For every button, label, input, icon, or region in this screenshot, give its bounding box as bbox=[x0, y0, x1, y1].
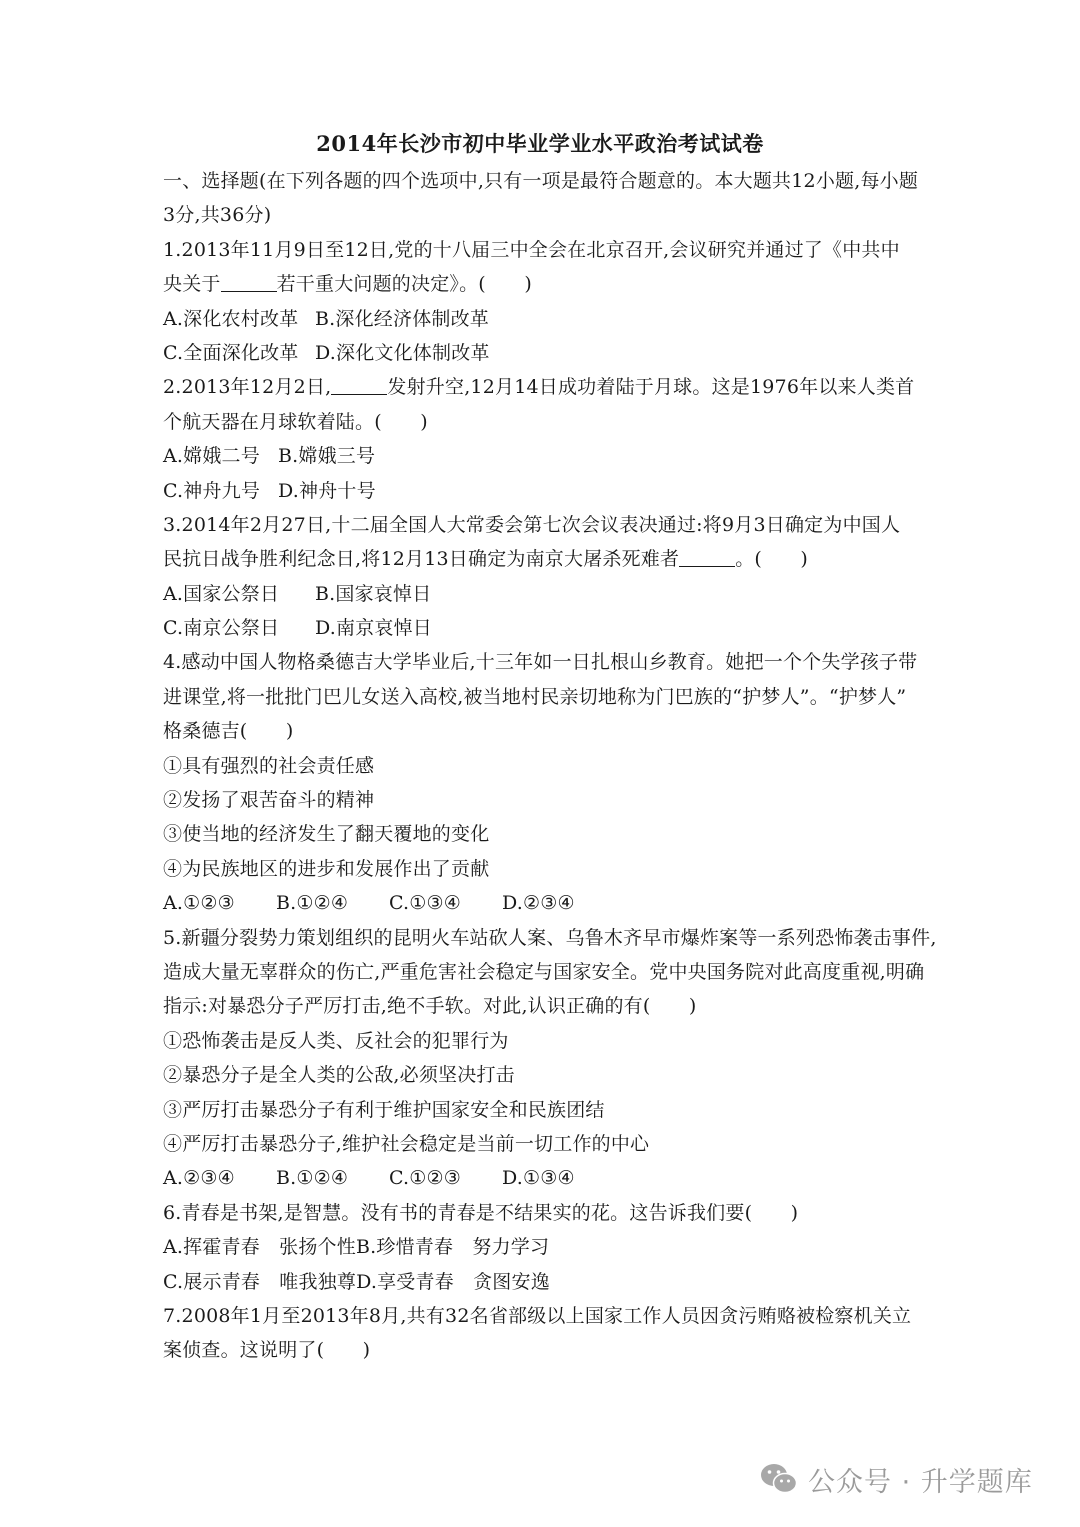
text-line: 6.青春是书架,是智慧。没有书的青春是不结果实的花。这告诉我们要( ) bbox=[163, 1201, 799, 1224]
text-line: 4.感动中国人物格桑德吉大学毕业后,十三年如一日扎根山乡教育。她把一个个失学孩子带 bbox=[163, 651, 918, 674]
line-text-after: 若干重大问题的决定》。( ) bbox=[276, 273, 532, 296]
option: D.深化文化体制改革 bbox=[315, 341, 490, 364]
option-row bbox=[163, 1265, 923, 1299]
line-text-after: 发射升空,12月14日成功着陆于月球。这是1976年以来人类首 bbox=[387, 376, 915, 399]
text-line: 一、选择题(在下列各题的四个选项中,只有一项是最符合题意的。本大题共12小题,每小题 bbox=[163, 170, 919, 192]
option: A.嫦娥二号 bbox=[163, 445, 260, 468]
option: C.神舟九号 bbox=[163, 479, 261, 502]
watermark bbox=[760, 1459, 1033, 1499]
text-line: 案侦查。这说明了( ) bbox=[163, 1339, 371, 1362]
text-line bbox=[163, 370, 923, 404]
text-line: 3分,共36分) bbox=[163, 204, 272, 227]
text-line: 3.2014年2月27日,十二届全国人大常委会第七次会议表决通过:将9月3日确定为中国人 bbox=[163, 513, 901, 536]
option: D.神舟十号 bbox=[278, 479, 376, 502]
option-row bbox=[163, 577, 923, 611]
text-line: 指示:对暴恐分子严厉打击,绝不手软。对此,认识正确的有( ) bbox=[163, 995, 697, 1018]
option: C.全面深化改革 bbox=[163, 341, 299, 364]
text-line: 7.2008年1月至2013年8月,共有32名省部级以上国家工作人员因贪污贿赂被检察机关立 bbox=[163, 1304, 912, 1327]
fill-in-blank bbox=[331, 374, 387, 395]
option-row bbox=[163, 439, 923, 473]
option: A.国家公祭日 bbox=[163, 582, 280, 605]
watermark-text: 公众号 · 升学题库 bbox=[808, 1466, 1033, 1498]
option: C.南京公祭日 bbox=[163, 617, 280, 640]
option: D.①③④ bbox=[502, 1167, 575, 1190]
text-line: 1.2013年11月9日至12日,党的十八届三中全会在北京召开,会议研究并通过了《中共中 bbox=[163, 238, 900, 261]
option: A.①②③ bbox=[163, 892, 235, 915]
option-row bbox=[163, 474, 923, 508]
text-line: ①恐怖袭击是反人类、反社会的犯罪行为 bbox=[163, 1029, 509, 1052]
text-line: ④严厉打击暴恐分子,维护社会稳定是当前一切工作的中心 bbox=[163, 1132, 650, 1155]
option: D.享受青春 贪图安逸 bbox=[356, 1270, 550, 1293]
option: C.①③④ bbox=[389, 892, 461, 915]
text-line: ③严厉打击暴恐分子有利于维护国家安全和民族团结 bbox=[163, 1098, 605, 1121]
option: B.深化经济体制改革 bbox=[315, 307, 490, 330]
line-text-before: 央关于 bbox=[163, 273, 221, 296]
option-row bbox=[163, 336, 923, 370]
option: B.嫦娥三号 bbox=[278, 445, 376, 468]
wechat-icon bbox=[760, 1462, 798, 1496]
option: B.①②④ bbox=[276, 1167, 349, 1190]
line-text-after: 。( ) bbox=[735, 548, 809, 571]
line-text-before: 2.2013年12月2日, bbox=[163, 376, 332, 399]
text-line: ②暴恐分子是全人类的公敌,必须坚决打击 bbox=[163, 1064, 515, 1087]
text-line: ③使当地的经济发生了翻天覆地的变化 bbox=[163, 823, 490, 846]
option: C.展示青春 唯我独尊 bbox=[163, 1270, 357, 1293]
text-line: 进课堂,将一批批门巴儿女送入高校,被当地村民亲切地称为门巴族的“护梦人”。“护梦人” bbox=[163, 685, 907, 708]
text-line: ④为民族地区的进步和发展作出了贡献 bbox=[163, 857, 490, 880]
option-row bbox=[163, 611, 923, 645]
text-line: 造成大量无辜群众的伤亡,严重危害社会稳定与国家安全。党中央国务院对此高度重视,明确 bbox=[163, 960, 925, 983]
exam-title: 2014年长沙市初中毕业学业水平政治考试试卷 bbox=[316, 131, 764, 156]
text-line: 格桑德吉( ) bbox=[163, 720, 294, 743]
option-row bbox=[163, 1230, 923, 1264]
text-line: 个航天器在月球软着陆。( ) bbox=[163, 410, 428, 433]
option: B.珍惜青春 努力学习 bbox=[355, 1236, 550, 1259]
option: B.国家哀悼日 bbox=[315, 582, 432, 605]
text-line: ②发扬了艰苦奋斗的精神 bbox=[163, 789, 375, 812]
exam-body bbox=[163, 164, 937, 1368]
text-line bbox=[163, 542, 923, 576]
option: A.挥霍青春 张扬个性 bbox=[163, 1236, 356, 1259]
option-row bbox=[163, 1161, 923, 1195]
fill-in-blank bbox=[221, 271, 277, 292]
text-line: ①具有强烈的社会责任感 bbox=[163, 754, 375, 777]
option: C.①②③ bbox=[389, 1167, 461, 1190]
line-text-before: 民抗日战争胜利纪念日,将12月13日确定为南京大屠杀死难者 bbox=[163, 548, 680, 571]
option-row bbox=[163, 886, 923, 920]
option: A.②③④ bbox=[163, 1167, 235, 1190]
text-line bbox=[163, 267, 923, 301]
option: D.南京哀悼日 bbox=[315, 617, 432, 640]
text-line: 5.新疆分裂势力策划组织的昆明火车站砍人案、乌鲁木齐早市爆炸案等一系列恐怖袭击事件, bbox=[163, 926, 937, 949]
option: A.深化农村改革 bbox=[163, 307, 299, 330]
fill-in-blank bbox=[679, 546, 735, 567]
option-row bbox=[163, 302, 923, 336]
option: B.①②④ bbox=[276, 892, 349, 915]
option: D.②③④ bbox=[502, 892, 575, 915]
